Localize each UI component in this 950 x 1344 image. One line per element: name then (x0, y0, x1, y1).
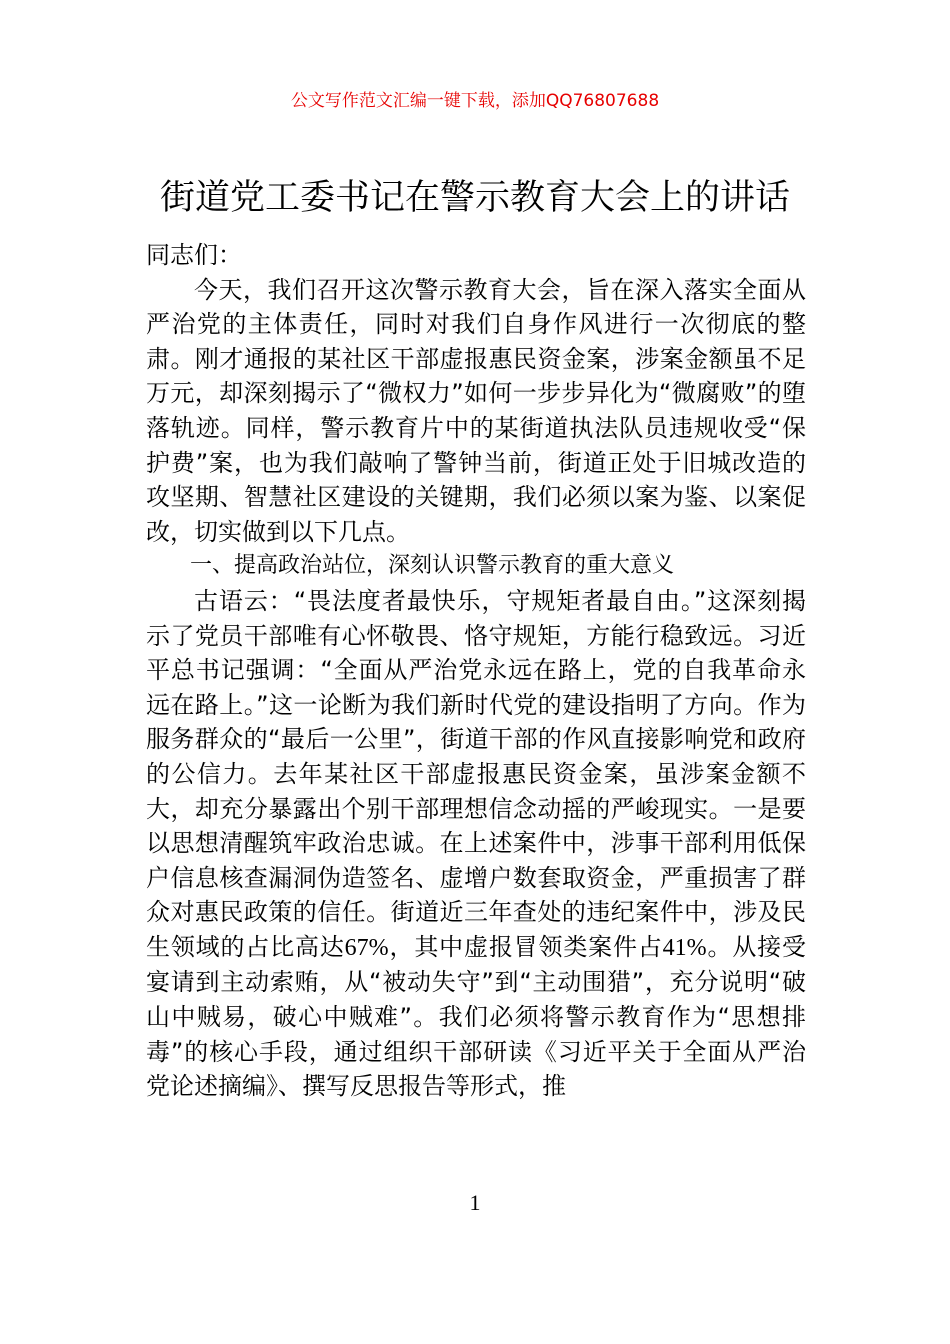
paragraph-intro: 今天，我们召开这次警示教育大会，旨在深入落实全面从严治党的主体责任，同时对我们自身作风进行一次彻底的整肃。刚才通报的某社区干部虚报惠民资金案，涉案金额虽不足万元，却深刻揭示了“微权力”如何一步步异化为“微腐败”的堕落轨迹。同样，警示教育片中的某街道执法队员违规收受“保护费”案，也为我们敲响了警钟当前，街道正处于旧城改造的攻坚期、智慧社区建设的关键期，我们必须以案为鉴、以案促改，切实做到以下几点。 (146, 275, 806, 546)
paragraph-section-1 (146, 584, 806, 1104)
document-body (146, 238, 806, 1104)
paragraph-text-1: 古语云：“畏法度者最快乐，守规矩者最自由。”这深刻揭示了党员干部唯有心怀敬畏、恪守规矩，方能行稳致远。习近平总书记强调：“全面从严治党永远在路上，党的自我革命永远在路上。”这一论断为我们新时代党的建设指明了方向。作为服务群众的“最后一公里”，街道干部的作风直接影响党和政府的公信力。去年某社区干部虚报惠民资金案，虽涉案金额不大，却充分暴露出个别干部理想信念动摇的严峻现实。一是要以思想清醒筑牢政治忠诚。在上述案件中，涉事干部利用低保户信息核查漏洞伪造签名、虚增户数套取资金，严重损害了群众对惠民政策的信任。街道近三年查处的违纪案件中，涉及民生领域的占比高达 (146, 586, 806, 961)
download-banner: 公文写作范文汇编一键下载，添加QQ76807688 (290, 91, 660, 111)
paragraph-text-2: ，其中虚报冒领类案件占 (388, 932, 663, 961)
paragraph-text-3: 。从接受宴请到主动索贿，从“被动失守”到“主动围猎”，充分说明“破山中贼易，破心中贼难”。我们必须将警示教育作为“思想排毒”的核心手段，通过组织干部研读《习近平关于全面从严治党论述摘编》、撰写反思报告等形式，推 (146, 932, 807, 1101)
page-number: 1 (469, 1190, 481, 1215)
document-title: 街道党工委书记在警示教育大会上的讲话 (159, 178, 790, 218)
section-heading-1: 一、提高政治站位，深刻认识警示教育的重大意义 (190, 553, 675, 579)
percentage-value: 41% (662, 934, 707, 961)
percentage-value: 67% (344, 934, 389, 961)
salutation: 同志们： (146, 241, 242, 269)
